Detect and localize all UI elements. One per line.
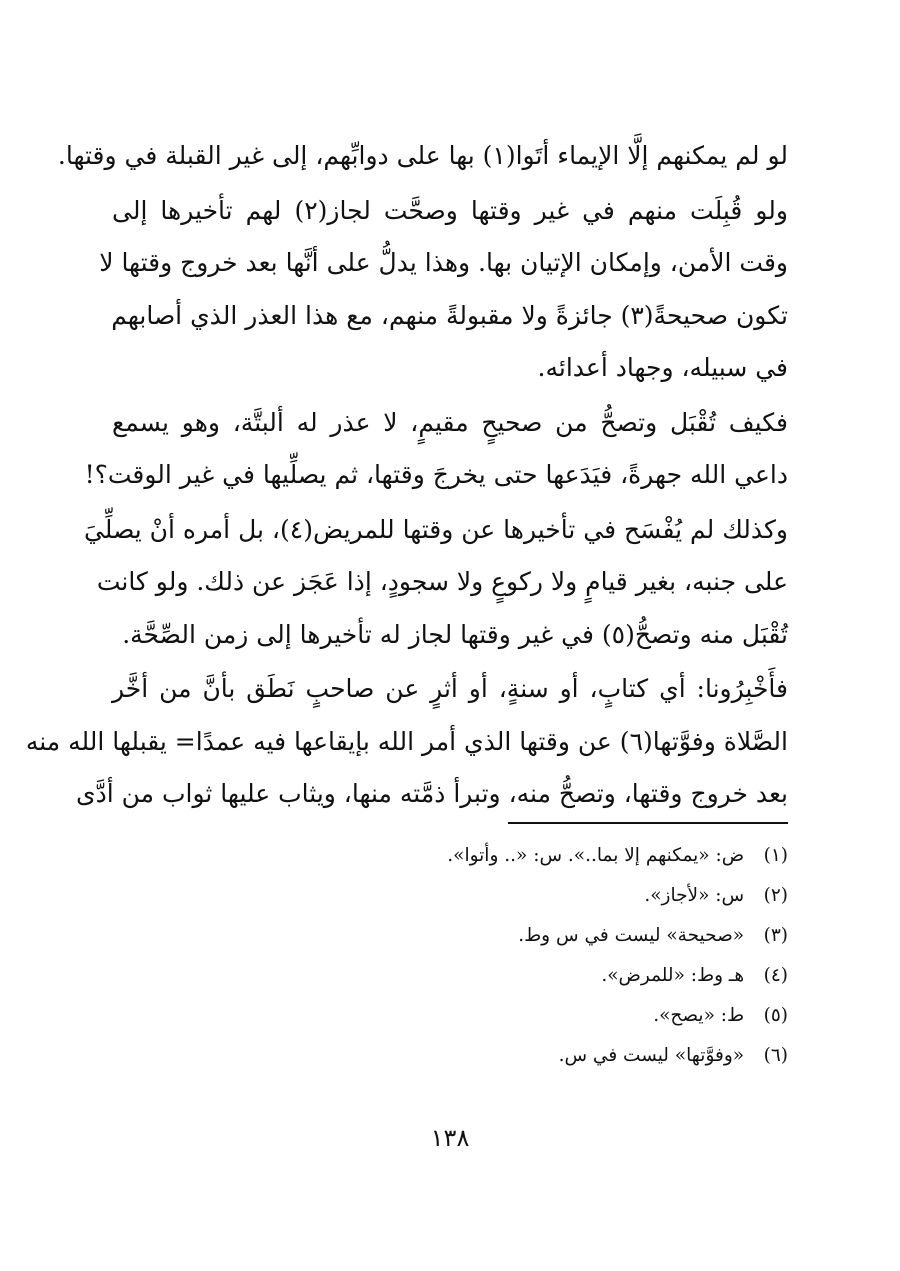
footnote-text: «صحيحة» ليست في س وط. (518, 925, 745, 946)
text-line: فكيف تُقْبَل وتصحُّ من صحيحٍ مقيمٍ، لا عذر له ألبتَّة، وهو يسمع (112, 407, 788, 437)
text-line: لو لم يمكنهم إلَّا الإيماء أتَوا(١) بها على دوابِّهم، إلى غير القبلة في وقتها. (57, 141, 788, 170)
text-line: وقت الأمن، وإمكان الإتيان بها. وهذا يدلُّ على أنَّها بعد خروج وقتها لا (99, 248, 788, 277)
text-line: تُقْبَل منه وتصحُّ(٥) في غير وقتها لجاز له تأخيرها إلى زمن الصِّحَّة. (122, 619, 788, 649)
footnote (112, 1036, 788, 1076)
main-text (25, 130, 788, 821)
text-line: داعي الله جهرةً، فيَدَعها حتى يخرجَ وقتها، ثم يصلِّيها في غير الوقت؟! (84, 460, 788, 489)
footnote (112, 956, 788, 996)
page-number: ١٣٨ (430, 1124, 470, 1152)
text-line: فأَخْبِرُونا: أي كتابٍ، أو سنةٍ، أو أثرٍ عن صاحبٍ نَطَق بأنَّ من أخَّر (112, 674, 788, 703)
footnote-number: (٣) (763, 925, 788, 946)
footnote (112, 996, 788, 1036)
footnote-number: (١) (763, 845, 788, 866)
footnote-number: (٢) (763, 885, 788, 906)
footnote-number: (٤) (763, 965, 788, 986)
text-line: في سبيله، وجهاد أعدائه. (537, 353, 788, 382)
text-line: وكذلك لم يُفْسَح في تأخيرها عن وقتها للمريض(٤)، بل أمره أنْ يصلِّيَ (83, 514, 788, 544)
text-line: بعد خروج وقتها، وتصحُّ منه، وتبرأ ذمَّته منها، ويثاب عليها ثواب من أدَّى (76, 779, 788, 808)
footnote-text: ط: «يصح». (653, 1005, 745, 1026)
footnote-text: هـ وط: «للمرض». (601, 965, 745, 986)
footnote-number: (٦) (763, 1045, 788, 1066)
footnote-divider (508, 822, 788, 824)
text-line: على جنبه، بغير قيامٍ ولا ركوعٍ ولا سجودٍ، إذا عَجَز عن ذلك. ولو كانت (96, 567, 788, 596)
text-line: الصَّلاة وفوَّتها(٦) عن وقتها الذي أمر الله بإيقاعها فيه عمدًا= يقبلها الله منه (25, 726, 788, 756)
text-line: تكون صحيحةً(٣) جائزةً ولا مقبولةً منهم، مع هذا العذر الذي أصابهم (111, 300, 788, 330)
footnote (112, 876, 788, 916)
footnote-text: «وفوَّتها» ليست في س. (558, 1045, 745, 1066)
footnote-number: (٥) (763, 1005, 788, 1026)
text-line: ولو قُبِلَت منهم في غير وقتها وصحَّت لجاز(٢) لهم تأخيرها إلى (112, 195, 788, 225)
footnote-text: س: «لأجاز». (644, 885, 745, 906)
footnote (112, 836, 788, 876)
footnotes (112, 836, 788, 1076)
footnote (112, 916, 788, 956)
footnote-text: ض: «يمكنهم إلا بما..». س: «.. وأتوا». (447, 845, 745, 866)
